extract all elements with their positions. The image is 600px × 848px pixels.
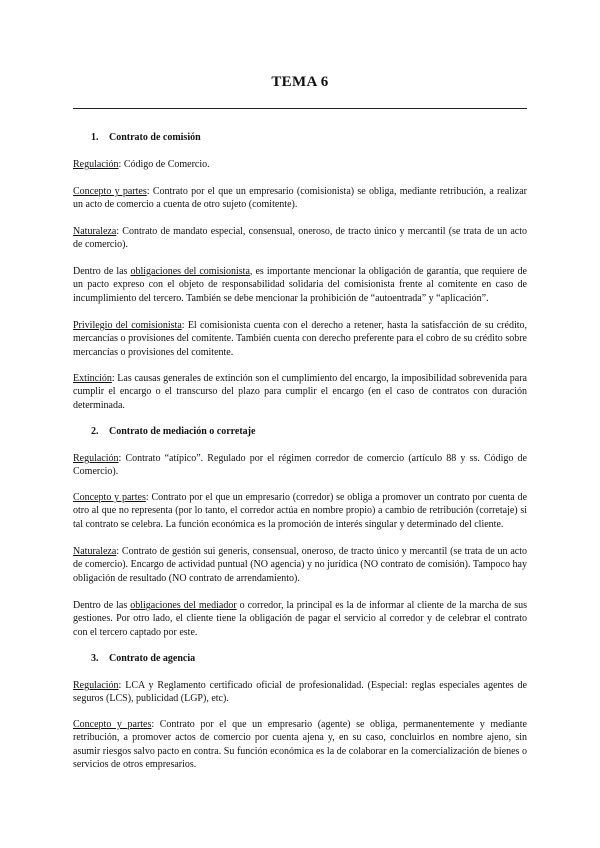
paragraph-regulacion	[73, 452, 527, 479]
title-divider	[73, 108, 527, 109]
paragraph-concepto	[73, 491, 527, 531]
paragraph-privilegio	[73, 319, 527, 359]
section-heading-agencia	[91, 653, 195, 664]
paragraph-text: : LCA y Reglamento certificado oficial de profesionalidad. (Especial: reglas especiales agentes de seguros (LCS), publicidad (LGP), etc).	[73, 680, 527, 705]
paragraph-label: Regulación	[73, 159, 119, 170]
paragraph-text: : Contrato por el que un empresario (corredor) se obliga a promover un contrato por cuenta de otro al que no representa (por lo tanto, el corredor actúa en nombre propio) a cambio de retribución (corretaje) si tal contrato se celebra. La función económica es la promoción de interés singular y determinado del cliente.	[73, 492, 528, 530]
section-number: 1.	[91, 132, 99, 143]
paragraph-text: : Código de Comercio.	[118, 159, 210, 170]
paragraph-text: : El comisionista cuenta con el derecho a retener, hasta la satisfacción de su crédito, mercancías o provisiones del comitente. También cuenta con derecho preferente para el cobro de su crédito sobre mercancías o provisiones del comitente.	[73, 320, 528, 358]
paragraph-text: : Las causas generales de extinción son el cumplimiento del encargo, la imposibilidad sobrevenida para cumplir el encargo o el transcurso del plazo para cumplir el encargo (en el caso de contratos con duración determinada.	[73, 373, 527, 411]
paragraph-regulacion	[73, 158, 527, 171]
paragraph-text: : Contrato de gestión sui generis, consensual, oneroso, de tracto único y mercantil (se trata de un acto de comercio). Encargo de actividad puntual (NO agencia) y no jurídica (NO contrato de comisión). Tampoco hay obligación de resultado (NO contrato de arrendamiento).	[73, 546, 527, 584]
paragraph-label: Concepto y partes	[73, 186, 147, 197]
section-heading-mediacion	[91, 426, 255, 437]
paragraph-label: Concepto y partes	[73, 492, 146, 503]
paragraph-obligaciones	[73, 265, 527, 305]
document-title: TEMA 6	[271, 74, 329, 90]
paragraph-label: Privilegio del comisionista	[73, 320, 182, 331]
paragraph-text: o corredor, la principal es la de informar al cliente de la marcha de sus gestiones. Por otro lado, el cliente tiene la obligación de pagar el servicio al corredor y de celebrar el contrato con el tercero captado por este.	[73, 600, 527, 638]
paragraph-text: : Contrato de mandato especial, consensual, oneroso, de tracto único y mercantil (se trata de un acto de comercio).	[73, 226, 527, 251]
paragraph-naturaleza	[73, 225, 527, 252]
paragraph-concepto	[73, 185, 527, 212]
paragraph-prefix: Dentro de las	[73, 600, 131, 611]
paragraph-label: Naturaleza	[73, 546, 117, 557]
paragraph-extincion	[73, 372, 527, 412]
paragraph-regulacion	[73, 679, 527, 706]
section-title: Contrato de mediación o corretaje	[109, 426, 256, 437]
paragraph-text: : Contrato por el que un empresario (comisionista) se obliga, mediante retribución, a realizar un acto de comercio a cuenta de otro sujeto (comitente).	[73, 186, 528, 211]
paragraph-text: : Contrato por el que un empresario (agente) se obliga, permanentemente y mediante retribución, a promover actos de comercio por cuenta ajena y, en su caso, concluirlos en nombre ajeno, sin asumir riesgos salvo pacto en contra. Su función económica es la de colaborar en la comercialización de bienes o servicios de otros empresarios.	[73, 719, 527, 771]
paragraph-prefix: Dentro de las	[73, 266, 131, 277]
paragraph-label: obligaciones del comisionista	[130, 266, 250, 277]
paragraph-label: Regulación	[73, 680, 119, 691]
paragraph-label: obligaciones del mediador	[130, 600, 237, 611]
paragraph-text: : Contrato “atípico”. Regulado por el régimen corredor de comercio (artículo 88 y ss. Código de Comercio).	[73, 453, 527, 478]
section-title: Contrato de comisión	[109, 132, 201, 143]
paragraph-label: Extinción	[73, 373, 112, 384]
paragraph-naturaleza	[73, 545, 527, 585]
section-title: Contrato de agencia	[109, 653, 196, 664]
section-heading-comision	[91, 132, 201, 143]
paragraph-label: Naturaleza	[73, 226, 117, 237]
paragraph-text: , es importante mencionar la obligación de garantía, que requiere de un pacto expreso con el objeto de responsabilidad solidaria del comisionista frente al comitente en caso de incumplimiento del tercero. También se debe mencionar la prohibición de “autoentrada” y “aplicación”.	[73, 266, 527, 304]
section-number: 2.	[91, 426, 99, 437]
paragraph-label: Concepto y partes	[73, 719, 152, 730]
paragraph-obligaciones	[73, 599, 527, 639]
paragraph-label: Regulación	[73, 453, 119, 464]
section-number: 3.	[91, 653, 99, 664]
paragraph-concepto	[73, 718, 527, 772]
